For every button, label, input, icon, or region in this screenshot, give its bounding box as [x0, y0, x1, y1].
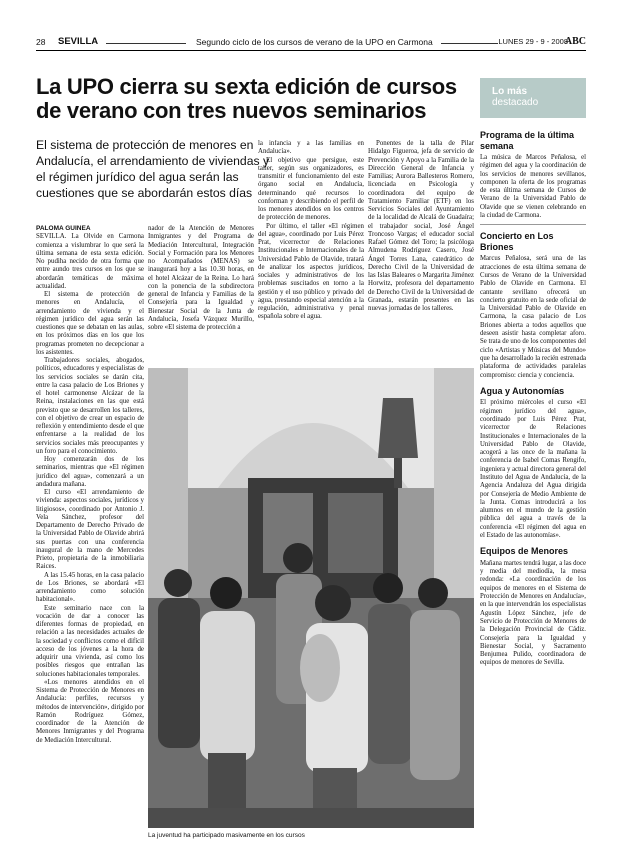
paragraph: El objetivo que persigue, este taller, según sus organizadores, es transmitir el funcionamiento del este órgano social en Andalucía, determinando qué recursos lo conforman y describiendo el perfil de los menores atendidos en los centros de protección de menores.	[258, 156, 364, 222]
paragraph: nador de la Atención de Menores Inmigrantes y del Programa de Mediación Intercultural, Integración Social y Formación para los Menores no Acompañados (MENAS) se inaugurará hoy a las 10.30 horas, en el hotel Alcázar de la Reina. Lo hará con la ponencia de la subdirectora general de Infancia y Familias de la Consejería para la Igualdad y Bienestar Social de la Junta de Andalucía, Josefa Vázquez Murillo, sobre «El sistema de protección a	[148, 225, 254, 331]
sidebar-item-heading: Concierto en Los Briones	[480, 231, 554, 252]
headline: La UPO cierra su sexta edición de cursos de verano con tres nuevos seminarios	[36, 74, 457, 123]
sidebar-item	[480, 231, 586, 379]
page-header	[36, 35, 586, 49]
sidebar-divider	[480, 224, 586, 225]
paragraph: Este seminario nace con la vocación de dar a conocer las diferentes formas de propiedad, en relación a las necesidades actuales de la sociedad y conflictos como el difícil acceso de los jóvenes a la hora de adquirir una vivienda, así como los posibles riesgos que entrañan las soluciones habitacionales temporales.	[36, 604, 144, 678]
article-column-3	[258, 140, 364, 360]
paragraph: Trabajadores sociales, abogados, políticos, educadores y especialistas de los servicios sociales se darán cita, entre la casa palacio de Los Briones y el hotel carmonense Alcázar de la Reina, instalaciones en las que está previsto que se desarrollen los talleres, con el objetivo de crear un espacio de reflexión y entendimiento desde el que enfrentarse a la realidad de los servicios sociales más preocupantes y un foro para el conocimiento.	[36, 357, 144, 455]
article-column-1	[36, 225, 144, 825]
sidebar-item	[480, 130, 586, 225]
section-name: SEVILLA	[58, 36, 99, 47]
sidebar-item-body: Marcus Peñalosa, será una de las atracciones de esta última semana de Cursos de Verano de la Universidad Pablo de Olavide en Carmona. El cantante sevillano ofrecerá un concierto gratuito en la sede oficial de la Universidad Pablo de Olavide en Carmona, la casa palacio de Los Briones abierta a todos aquellos que deseen asistir hasta completar aforo. Se trata de uno de los componentes del ciclo «Artistas y Músicas del Mundo» que ha desarrollado la recién estrenada plataforma de actividades paralelas compromiso: ciencia y conciencia.	[480, 255, 586, 379]
article-column-2	[148, 225, 254, 360]
sidebar-title-line2: destacado	[492, 97, 539, 108]
photo-caption: La juventud ha participado masivamente en los cursos	[148, 832, 305, 839]
sidebar-title-box	[480, 78, 586, 118]
newspaper-logo: ABC	[564, 36, 586, 47]
header-divider	[36, 50, 586, 51]
running-title: Segundo ciclo de los cursos de verano de la UPO en Carmona	[196, 37, 433, 47]
paragraph: El curso «El arrendamiento de vivienda: aspectos sociales, jurídicos y litigiosos», coordinado por Antonio J. Vela Sánchez, profesor del Departamento de Derecho Privado de la Universidad Pablo de Olavide abrirá sus puertas con una conferencia inaugural de la mano de Mercedes Prieto, propietaria de la inmobiliaria Raices.	[36, 489, 144, 571]
paragraph: El sistema de protección de menores en Andalucía, el arrendamiento de vivienda y el régimen jurídico del agua serán las cuestiones que se debatan en las aulas, en los próximos días en los que los programas prometen no decepcionar a los asistentes.	[36, 291, 144, 356]
article-column-4	[368, 140, 474, 360]
paragraph: Hoy comenzarán dos de los seminarios, mientras que «El régimen jurídico del agua», comenzará a un andadura mañana.	[36, 456, 144, 488]
sidebar-item-body: Mañana martes tendrá lugar, a las doce y media del mediodía, la mesa redonda: «La coordinación de los equipos de menores en el Sistema de Protección de Menores en Andalucía», en la que intervendrán los especialistas Agustín López Sánchez, jefe de Servicio de Protección de Menores de la Delegación Provincial de Cádiz. Consejería para la Igualdad y Bienestar Social, y Sacramento Benjumea Pulido, coordinadora de equipos de menores de Sevilla.	[480, 559, 586, 667]
paragraph: Ponentes de la talla de Pilar Hidalgo Figueroa, jefa de servicio de Prevención y Apoyo a la Familia de la Dirección General de Infancia y Familias; Aurora Ballesteros Romero, licenciada en Psicología y coordinadora del equipo de Tratamiento Familiar (ETF) en los Servicios Sociales del Ayuntamiento de la localidad de Alcalá de Guadaíra; el trabajador social, José Ángel Troncoso Vargas; el educador social Rafael Gómez del Toro; la psicóloga Almudena Rodríguez Casero, José Ángel Torres Lana, catedrático de Derecho Civil de la Universidad de las Islas Baleares o Margarita Jiménez Horwitz, profesora del departamento de Derecho Civil de la Universidad de Granada, estarán presentes en las nuevas jornadas de los talleres.	[368, 140, 474, 312]
sidebar-item-body: La música de Marcos Peñalosa, el régimen del agua y la coordinación de los servicios de menores sevillanos, componen la oferta de los programas de esta última semana de Cursos de Verano de la Universidad Pablo de Olavide que se vienen celebrando en la ciudad de Carmona.	[480, 154, 586, 220]
sidebar-item-heading: Programa de la última semana	[480, 130, 575, 151]
sidebar-title-line1: Lo más	[492, 86, 528, 97]
subheadline: El sistema de protección de menores en Andalucía, el arrendamiento de viviendas y el régimen jurídico del agua serán las cuestiones que se abordarán estos días	[36, 138, 270, 200]
issue-date: LUNES 29 - 9 - 2008	[498, 37, 568, 46]
sidebar-item	[480, 546, 586, 667]
sidebar-item-heading: Equipos de Menores	[480, 546, 569, 557]
paragraph: Por último, el taller «El régimen del agua», coordinado por Luis Pérez Prat, vicerrector de Relaciones Institucionales e Internacionales de la Universidad Pablo de Olavide, tratará de analizar los aspectos jurídicos, sociales y administrativos de los problemas suscitados en torno a la gestión y el uso público y privado del agua, prestando especial atención a la regulación, administrativa y penal española sobre el agua.	[258, 222, 364, 321]
paragraph: la infancia y a las familias en Andalucía».	[258, 140, 364, 156]
header-rule-left	[106, 43, 186, 44]
byline: PALOMA GUINEA	[36, 225, 91, 232]
paragraph: SEVILLA. La Olvide en Carmona comienza a vislumbrar lo que será la última semana de esta sexta edición. No pudiha necido de otra forma que entre aundo tres cursos en los que se abordarán temáticas de máxima actualidad.	[36, 233, 144, 290]
sidebar-item-heading: Agua y Autonomías	[480, 385, 565, 396]
highlights-sidebar	[480, 78, 586, 668]
sidebar-item	[480, 386, 586, 541]
article-photo	[148, 368, 474, 828]
sidebar-item-body: El próximo miércoles el curso «El régimen jurídico del agua», coordinado por Luis Pérez Prat, vicerrector de Relaciones Institucionales e Internacionales de la Universidad Pablo de Olavide, acogerá a las once de la mañana la conferencia de Isabel Comas Rengifo, ingeniera y actual directora general del Instituto del Agua de Andalucía, de la Agencia Andaluza del Agua dirigida por Consejería de Medio Ambiente de la Junta. Comas introducirá a los alumnos en el mundo de la gestión pública del agua a través de la conferencia «El régimen del agua en el Estado de las autonomías».	[480, 399, 586, 540]
header-rule-right	[441, 43, 498, 44]
paragraph: A las 15.45 horas, en la casa palacio de Los Briones, se abordará «El arrendamiento como solución habitacional».	[36, 571, 144, 604]
page-number: 28	[36, 37, 46, 47]
paragraph: «Los menores atendidos en el Sistema de Protección de Menores en Andalucía: perfiles, recursos y métodos de intervención», dirigido por Ramón Rodríguez Gómez, coordinador de la Atención de Menores Inmigrantes y del Programa de Mediación Intercultural.	[36, 678, 144, 744]
